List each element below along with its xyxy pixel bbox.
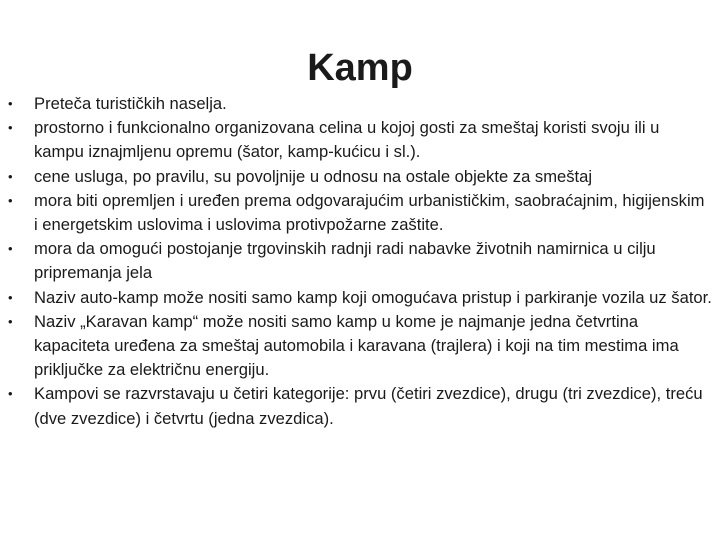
bullet-text: Naziv auto-kamp može nositi samo kamp koji omogućava pristup i parkiranje vozila uz šator. <box>34 287 712 307</box>
bullet-item <box>8 286 712 310</box>
bullet-dot-icon: • <box>8 96 13 111</box>
bullet-item <box>8 382 712 430</box>
bullet-dot-icon: • <box>8 386 13 402</box>
bullet-text: Preteča turističkih naselja. <box>34 94 227 113</box>
bullet-dot-icon: • <box>8 168 13 184</box>
bullet-text: Naziv „Karavan kamp“ može nositi samo kamp u kome je najmanje jedna četvrtina kapaciteta uređena za smeštaj automobila i karavana (trajlera) i koji na tim mestima ima priključke za električnu energiju. <box>34 311 679 380</box>
bullet-text: prostorno i funkcionalno organizovana celina u kojoj gosti za smeštaj koristi svoju ili u kampu iznajmljenu opremu (šator, kamp-kućicu i sl.). <box>34 118 660 162</box>
bullet-dot-icon: • <box>8 289 13 305</box>
slide-title-text: Kamp <box>307 47 413 89</box>
bullet-text: cene usluga, po pravilu, su povoljnije u odnosu na ostale objekte za smeštaj <box>34 166 593 186</box>
bullet-dot-icon: • <box>8 313 13 329</box>
bullet-dot-icon: • <box>8 192 13 208</box>
bullet-dot-icon: • <box>8 241 13 257</box>
bullet-item <box>8 165 712 189</box>
slide-title <box>0 42 720 94</box>
bullet-item <box>8 310 712 383</box>
bullet-list <box>8 92 712 431</box>
bullet-item <box>8 237 712 285</box>
bullet-item <box>8 92 712 116</box>
bullet-text: mora da omogući postojanje trgovinskih radnji radi nabavke životnih namirnica u cilju pripremanja jela <box>34 239 656 283</box>
bullet-item <box>8 116 712 164</box>
bullet-text: mora biti opremljen i uređen prema odgovarajućim urbanističkim, saobraćajnim, higijenskim i energetskim uslovima i uslovima protivpožarne zaštite. <box>34 190 705 235</box>
bullet-item <box>8 189 712 237</box>
bullet-dot-icon: • <box>8 120 13 136</box>
bullet-text: Kampovi se razvrstavaju u četiri kategorije: prvu (četiri zvezdice), drugu (tri zvezdice), treću (dve zvezdice) i četvrtu (jedna zvezdica). <box>34 384 703 428</box>
